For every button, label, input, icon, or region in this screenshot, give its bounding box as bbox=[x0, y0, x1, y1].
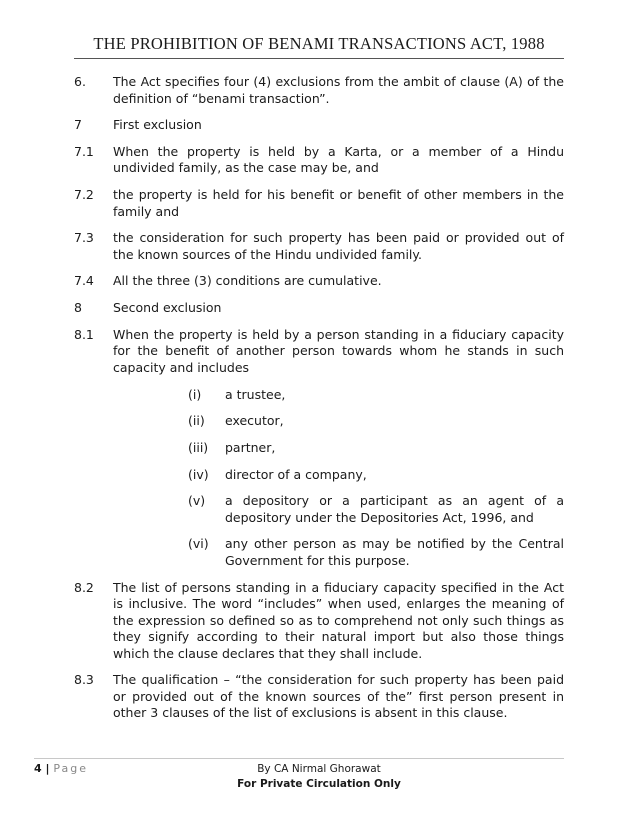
paragraph-number: 8.2 bbox=[74, 579, 94, 595]
paragraph-7-3 bbox=[74, 230, 564, 263]
list-item-v bbox=[188, 493, 564, 526]
page-separator: | bbox=[41, 762, 54, 775]
list-item-i bbox=[188, 387, 564, 404]
paragraph-text: Second exclusion bbox=[113, 300, 222, 316]
footer-divider bbox=[34, 758, 564, 759]
paragraph-number: 8.1 bbox=[74, 326, 94, 342]
list-item-text: a depository or a participant as an agent of a depository under the Depositories Act, 1996, and bbox=[225, 493, 564, 525]
author-line: By CA Nirmal Ghorawat bbox=[257, 763, 381, 775]
paragraph-8-1 bbox=[74, 327, 564, 377]
paragraph-number: 7.2 bbox=[74, 187, 94, 203]
paragraph-text: When the property is held by a Karta, or a member of a Hindu undivided family, as the case may be, and bbox=[113, 143, 564, 176]
list-item-number: (iv) bbox=[188, 466, 209, 482]
list-item-number: (iii) bbox=[188, 439, 209, 455]
list-item-number: (i) bbox=[188, 386, 202, 402]
paragraph-text: The qualification – “the consideration for such property has been paid or provided out of the known sources of the” first person present in other 3 clauses of the list of exclusions is absent in this clause. bbox=[113, 672, 564, 721]
page-number-value: 4 bbox=[34, 762, 42, 775]
paragraph-7-1 bbox=[74, 144, 564, 177]
paragraph-6 bbox=[74, 74, 564, 107]
page-label: Page bbox=[53, 762, 88, 775]
circulation-notice: For Private Circulation Only bbox=[237, 777, 401, 790]
paragraph-number: 7.1 bbox=[74, 143, 94, 159]
paragraph-number: 8.3 bbox=[74, 672, 94, 688]
paragraph-number: 7 bbox=[74, 117, 82, 133]
list-item-number: (ii) bbox=[188, 413, 205, 429]
paragraph-number: 7.4 bbox=[74, 273, 94, 289]
paragraph-7 bbox=[74, 117, 564, 134]
list-item-iv bbox=[188, 467, 564, 484]
paragraph-text: The Act specifies four (4) exclusions from the ambit of clause (A) of the definition of “benami transaction”. bbox=[113, 74, 564, 106]
list-item-number: (v) bbox=[188, 493, 206, 509]
paragraph-number: 6. bbox=[74, 74, 86, 89]
paragraph-7-2 bbox=[74, 187, 564, 220]
list-item-text: executor, bbox=[225, 413, 284, 429]
document-body bbox=[74, 74, 564, 732]
list-item-number: (vi) bbox=[188, 536, 209, 552]
paragraph-text: the consideration for such property has been paid or provided out of the known sources of the Hindu undivided family. bbox=[113, 230, 564, 262]
paragraph-text: When the property is held by a person standing in a fiduciary capacity for the benefit of another person towards whom he stands in such capacity and includes bbox=[113, 326, 564, 375]
paragraph-text: the property is held for his benefit or benefit of other members in the family and bbox=[113, 187, 564, 219]
list-item-iii bbox=[188, 440, 564, 457]
list-item-ii bbox=[188, 413, 564, 430]
paragraph-text: The list of persons standing in a fiduciary capacity specified in the Act is inclusive. The word “includes” when used, enlarges the meaning of the expression so defined so as to comprehend not only such things as they signify according to their natural import but also those things which the clause declares that they shall include. bbox=[113, 579, 564, 661]
list-item-text: partner, bbox=[225, 439, 276, 455]
list-item-text: any other person as may be notified by the Central Government for this purpose. bbox=[225, 536, 564, 568]
paragraph-8-3 bbox=[74, 672, 564, 722]
paragraph-number: 7.3 bbox=[74, 230, 94, 246]
paragraph-7-4 bbox=[74, 273, 564, 290]
paragraph-number: 8 bbox=[74, 300, 82, 316]
header-divider bbox=[74, 58, 564, 59]
paragraph-text: First exclusion bbox=[113, 117, 202, 133]
footer-credit bbox=[0, 762, 638, 791]
paragraph-8 bbox=[74, 300, 564, 317]
list-item-text: director of a company, bbox=[225, 466, 367, 482]
list-item-vi bbox=[188, 536, 564, 569]
paragraph-8-2 bbox=[74, 580, 564, 663]
paragraph-text: All the three (3) conditions are cumulative. bbox=[113, 273, 382, 289]
list-item-text: a trustee, bbox=[225, 386, 286, 402]
page-header-title: THE PROHIBITION OF BENAMI TRANSACTIONS ACT, 1988 bbox=[93, 34, 545, 53]
